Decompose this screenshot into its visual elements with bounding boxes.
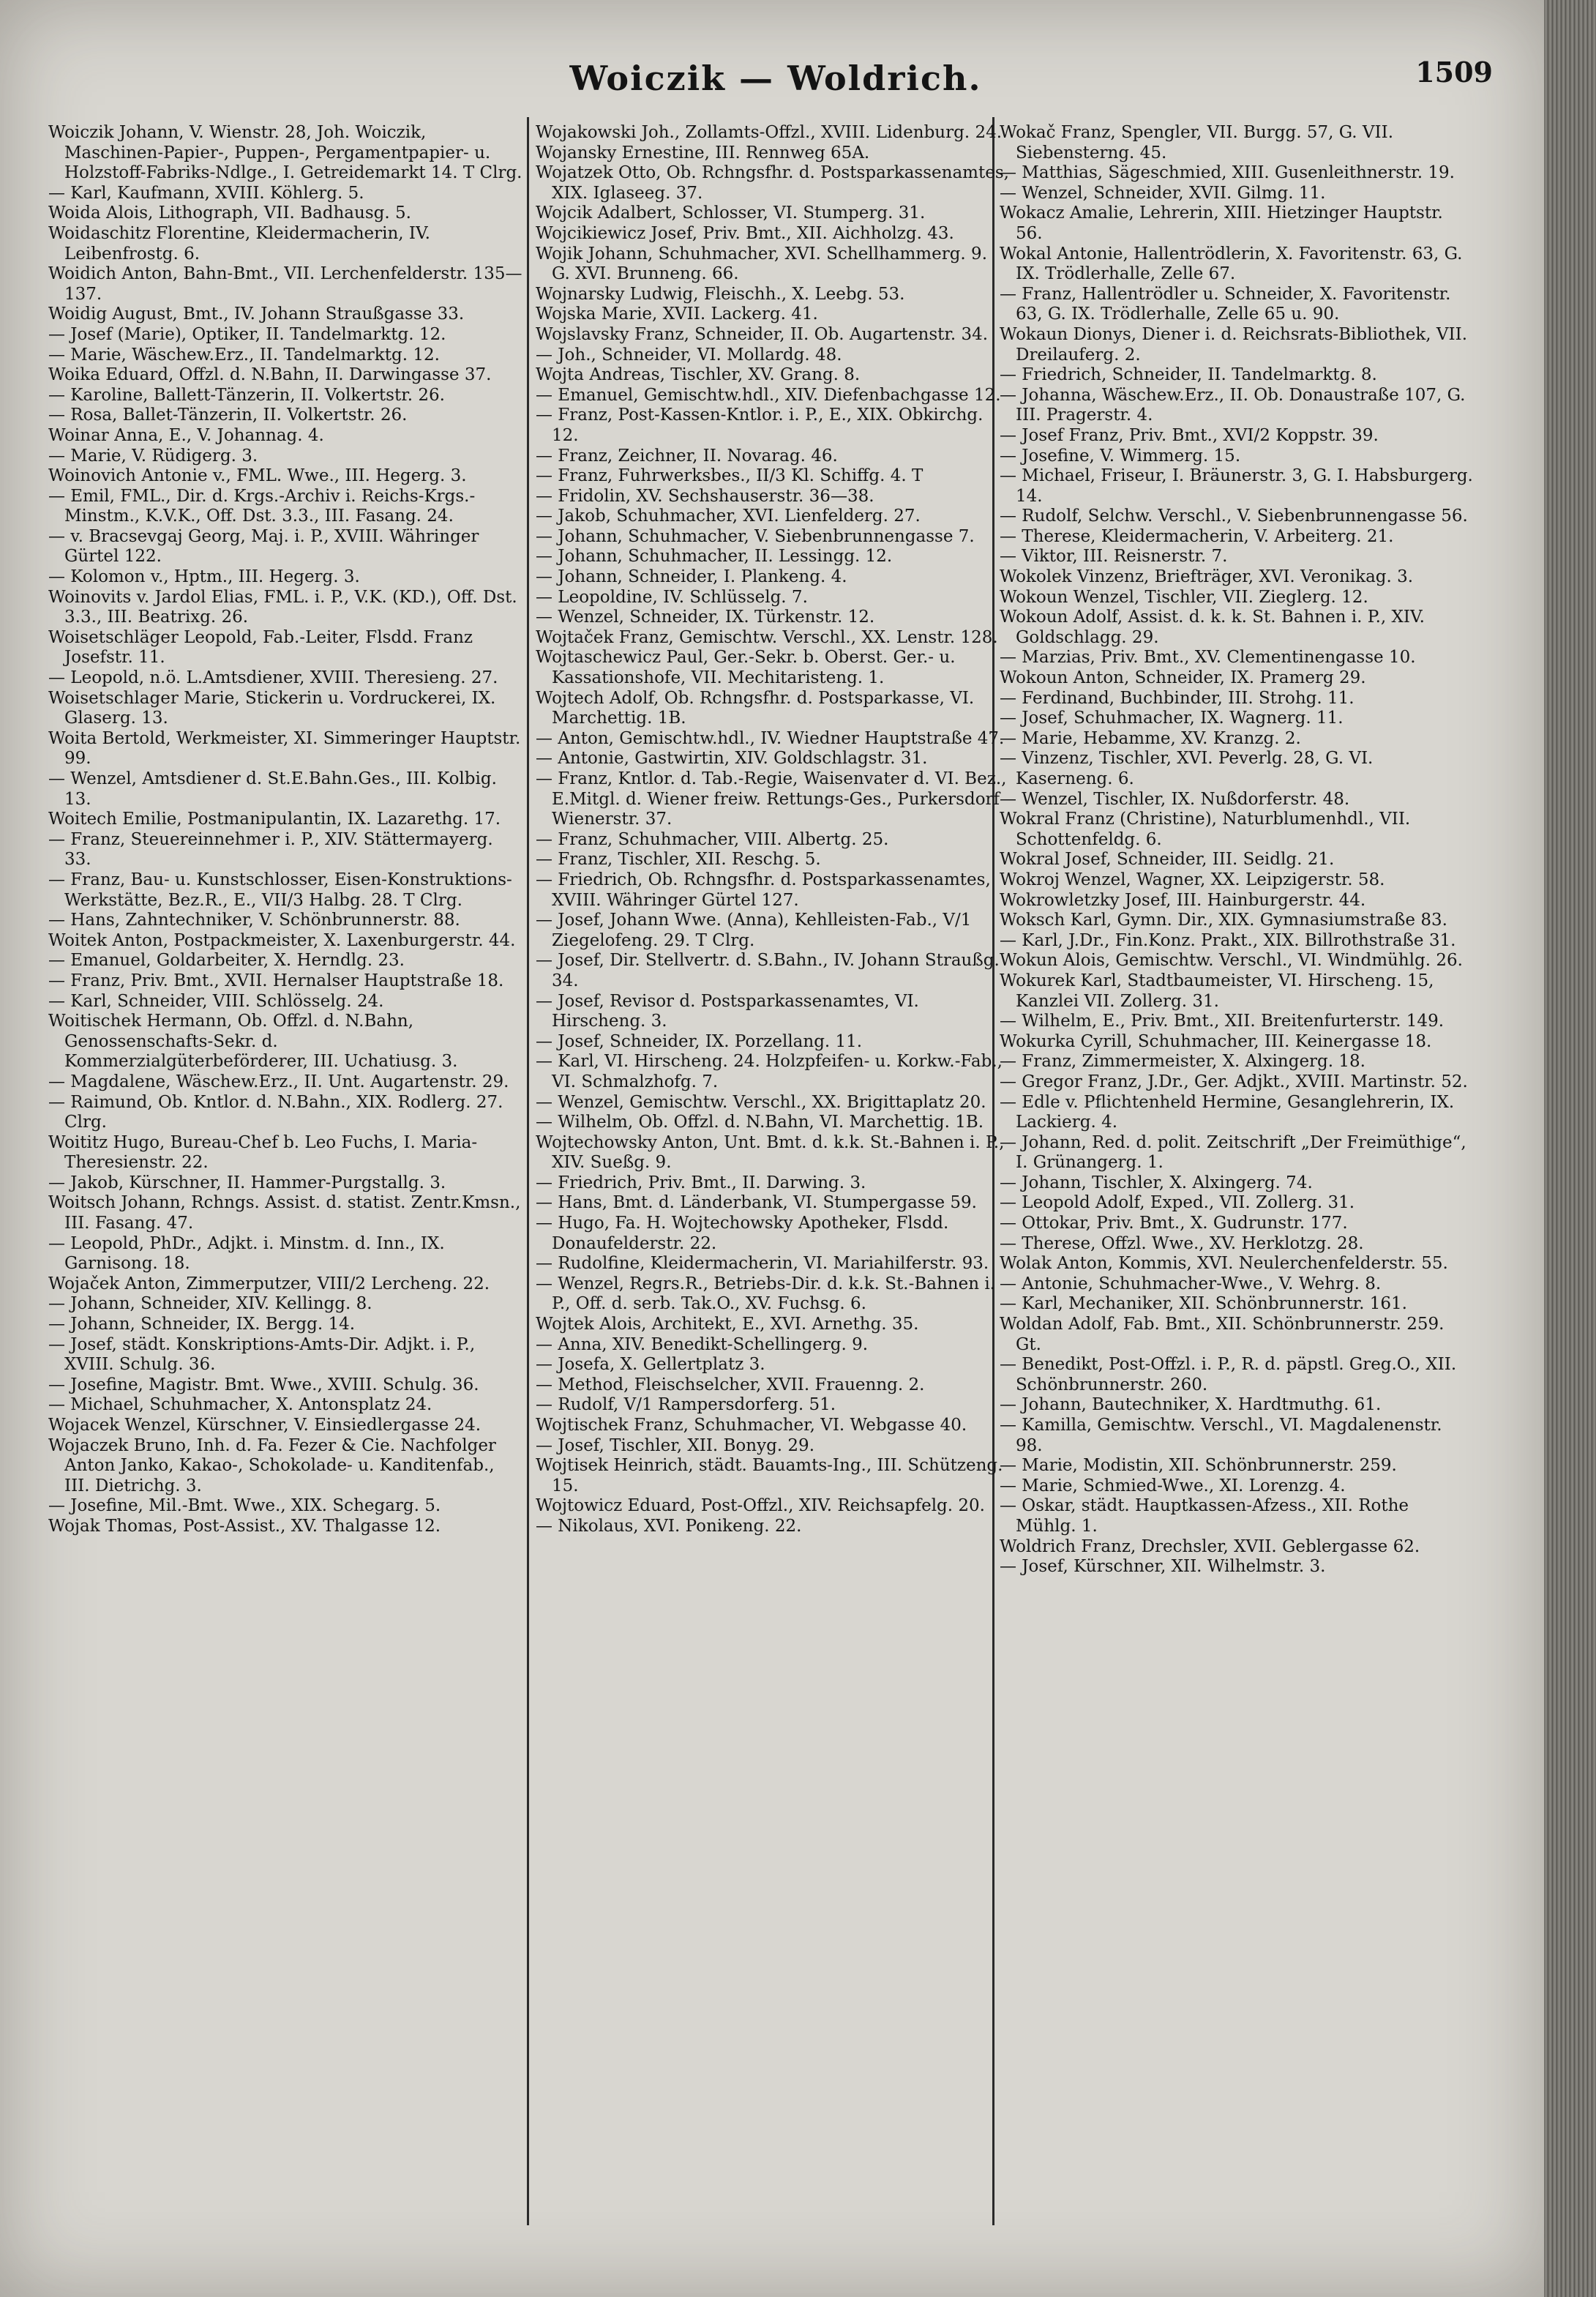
directory-entry: — Josefine, Mil.-Bmt. Wwe., XIX. Schegarg. 5. bbox=[48, 1496, 441, 1516]
directory-entry: — Joh., Schneider, VI. Mollardg. 48. bbox=[536, 345, 842, 365]
directory-entry: Wojcikiewicz Josef, Priv. Bmt., XII. Aichholzg. 43. bbox=[536, 223, 954, 243]
directory-entry: Wojak Thomas, Post-Assist., XV. Thalgasse 12. bbox=[48, 1516, 441, 1536]
directory-entry: Wojakowski Joh., Zollamts-Offzl., XVIII. Lidenburg. 24. bbox=[536, 123, 1003, 142]
directory-entry: — Johann, Tischler, X. Alxingerg. 74. bbox=[1000, 1173, 1313, 1192]
directory-entry: Wojtechowsky Anton, Unt. Bmt. d. k.k. St.-Bahnen i. P., XIV. Sueßg. 9. bbox=[536, 1132, 1005, 1173]
directory-entry: — Antonie, Gastwirtin, XIV. Goldschlagstr. 31. bbox=[536, 749, 928, 769]
column-1 bbox=[47, 123, 522, 2275]
directory-entry: — Kamilla, Gemischtw. Verschl., VI. Magdalenenstr. 98. bbox=[1000, 1416, 1442, 1455]
directory-entry: — Franz, Zeichner, II. Novarag. 46. bbox=[536, 446, 838, 466]
running-head: Woiczik — Woldrich. bbox=[569, 59, 982, 98]
directory-entry: — Josef, Dir. Stellvertr. d. S.Bahn., IV. Johann Straußg. 34. bbox=[536, 951, 1000, 990]
directory-entry: Wojaček Anton, Zimmerputzer, VIII/2 Lercheng. 22. bbox=[48, 1274, 490, 1293]
directory-entry: — Wenzel, Schneider, IX. Türkenstr. 12. bbox=[536, 608, 875, 627]
directory-entry: — Josefa, X. Gellertplatz 3. bbox=[536, 1355, 765, 1375]
directory-entry: Woldan Adolf, Fab. Bmt., XII. Schönbrunnerstr. 259. Gt. bbox=[1000, 1315, 1445, 1354]
directory-entry: — Johann, Schuhmacher, V. Siebenbrunnengasse 7. bbox=[536, 526, 975, 546]
directory-entry: Wojatzek Otto, Ob. Rchngsfhr. d. Postsparkassenamtes, XIX. Iglaseeg. 37. bbox=[536, 163, 1009, 203]
directory-entry: — Therese, Offzl. Wwe., XV. Herklotzg. 28. bbox=[1000, 1233, 1364, 1253]
directory-entry: Wojtaček Franz, Gemischtw. Verschl., XX. Lenstr. 128. bbox=[536, 627, 998, 647]
directory-entry: — Friedrich, Ob. Rchngsfhr. d. Postsparkassenamtes, XVIII. Währinger Gürtel 127. bbox=[536, 870, 991, 910]
directory-entry: — Emanuel, Gemischtw.hdl., XIV. Diefenbachgasse 12. bbox=[536, 385, 1001, 405]
directory-entry: Woisetschlager Marie, Stickerin u. Vordruckerei, IX. Glaserg. 13. bbox=[48, 688, 496, 728]
directory-entry: Woinovich Antonie v., FML. Wwe., III. Hegerg. 3. bbox=[48, 466, 467, 486]
directory-entry: — Hans, Bmt. d. Länderbank, VI. Stumpergasse 59. bbox=[536, 1193, 977, 1213]
column-divider bbox=[527, 117, 529, 2225]
directory-entry: — Karl, Schneider, VIII. Schlösselg. 24. bbox=[48, 991, 384, 1011]
directory-entry: — Emanuel, Goldarbeiter, X. Herndlg. 23. bbox=[48, 951, 405, 971]
directory-entry: Wokolek Vinzenz, Briefträger, XVI. Veronikag. 3. bbox=[1000, 567, 1414, 587]
directory-entry: — Marzias, Priv. Bmt., XV. Clementinengasse 10. bbox=[1000, 648, 1416, 668]
directory-entry: — Wenzel, Tischler, IX. Nußdorferstr. 48. bbox=[1000, 789, 1350, 809]
directory-entry: — Jakob, Schuhmacher, XVI. Lienfelderg. 27. bbox=[536, 507, 921, 526]
directory-entry: — Matthias, Sägeschmied, XIII. Gusenleithnerstr. 19. bbox=[1000, 163, 1455, 183]
directory-entry: — Benedikt, Post-Offzl. i. P., R. d. päpstl. Greg.O., XII. Schönbrunnerstr. 260. bbox=[1000, 1355, 1457, 1394]
directory-entry: Wokač Franz, Spengler, VII. Burgg. 57, G. VII. Siebensterng. 45. bbox=[1000, 123, 1394, 163]
directory-entry: — Wilhelm, Ob. Offzl. d. N.Bahn, VI. Marchettig. 1B. bbox=[536, 1113, 984, 1132]
directory-entry: Woinar Anna, E., V. Johannag. 4. bbox=[48, 425, 324, 445]
directory-entry: Wokoun Anton, Schneider, IX. Pramerg 29. bbox=[1000, 668, 1366, 688]
directory-entry: Woitischek Hermann, Ob. Offzl. d. N.Bahn, Genossenschafts-Sekr. d. Kommerzialgüterbeförderer, III. Uchatiusg. 3. bbox=[48, 1012, 458, 1072]
directory-entry: Wojacek Wenzel, Kürschner, V. Einsiedlergasse 24. bbox=[48, 1416, 482, 1435]
directory-entry: Wojta Andreas, Tischler, XV. Grang. 8. bbox=[536, 365, 861, 385]
directory-entry: — Franz, Fuhrwerksbes., II/3 Kl. Schiffg. 4. T bbox=[536, 466, 923, 486]
directory-entry: — Hugo, Fa. H. Wojtechowsky Apotheker, Flsdd. Donaufelderstr. 22. bbox=[536, 1214, 949, 1253]
directory-entry: — Leopold, PhDr., Adjkt. i. Minstm. d. Inn., IX. Garnisong. 18. bbox=[48, 1233, 445, 1274]
directory-entry: Wokrowletzky Josef, III. Hainburgerstr. 44. bbox=[1000, 890, 1366, 910]
directory-entry: — Leopoldine, IV. Schlüsselg. 7. bbox=[536, 587, 808, 607]
directory-entry: — Franz, Steuereinnehmer i. P., XIV. Stättermayerg. 33. bbox=[48, 829, 493, 870]
directory-entry: — Ottokar, Priv. Bmt., X. Gudrunstr. 177. bbox=[1000, 1214, 1348, 1233]
page-number: 1509 bbox=[1415, 56, 1493, 89]
directory-entry: — Josefine, Magistr. Bmt. Wwe., XVIII. Schulg. 36. bbox=[48, 1375, 479, 1394]
directory-entry: Woika Eduard, Offzl. d. N.Bahn, II. Darwingasse 37. bbox=[48, 365, 492, 385]
directory-entry: — Marie, Schmied-Wwe., XI. Lorenzg. 4. bbox=[1000, 1476, 1346, 1495]
directory-entry: — Michael, Schuhmacher, X. Antonsplatz 24. bbox=[48, 1395, 432, 1415]
directory-entry: Woksch Karl, Gymn. Dir., XIX. Gymnasiumstraße 83. bbox=[1000, 911, 1447, 930]
directory-entry: — Wilhelm, E., Priv. Bmt., XII. Breitenfurterstr. 149. bbox=[1000, 1012, 1445, 1031]
directory-entry: Woitsch Johann, Rchngs. Assist. d. statist. Zentr.Kmsn., III. Fasang. 47. bbox=[48, 1193, 521, 1233]
directory-entry: — Leopold Adolf, Exped., VII. Zollerg. 31. bbox=[1000, 1193, 1355, 1213]
directory-entry: Wojik Johann, Schuhmacher, XVI. Schellhammerg. 9. G. XVI. Brunneng. 66. bbox=[536, 244, 988, 284]
directory-entry: — Vinzenz, Tischler, XVI. Peverlg. 28, G. VI. Kaserneng. 6. bbox=[1000, 749, 1374, 788]
directory-entry: — Josef, Schneider, IX. Porzellang. 11. bbox=[536, 1031, 863, 1051]
directory-entry: — Franz, Priv. Bmt., XVII. Hernalser Hauptstraße 18. bbox=[48, 971, 504, 990]
column-3 bbox=[998, 123, 1474, 2275]
directory-entry: — Josef, Kürschner, XII. Wilhelmstr. 3. bbox=[1000, 1557, 1326, 1577]
directory-entry: — Rudolf, Selchw. Verschl., V. Siebenbrunnengasse 56. bbox=[1000, 507, 1468, 526]
directory-entry: — Josef Franz, Priv. Bmt., XVI/2 Koppstr. 39. bbox=[1000, 425, 1379, 445]
directory-entry: Woidig August, Bmt., IV. Johann Straußgasse 33. bbox=[48, 305, 465, 324]
directory-entry: — Johann, Schuhmacher, II. Lessingg. 12. bbox=[536, 547, 893, 567]
directory-entry: — Franz, Kntlor. d. Tab.-Regie, Waisenvater d. VI. Bez., E.Mitgl. d. Wiener freiw. Rettungs-Ges., Purkersdorf Wienerstr. 37. bbox=[536, 769, 1007, 829]
directory-entry: — Rudolfine, Kleidermacherin, VI. Mariahilferstr. 93. bbox=[536, 1254, 989, 1274]
directory-entry: — Wenzel, Regrs.R., Betriebs-Dir. d. k.k. St.-Bahnen i. P., Off. d. serb. Tak.O., XV. Fuchsg. 6. bbox=[536, 1274, 995, 1314]
directory-entry: — Johann, Red. d. polit. Zeitschrift „Der Freimüthige“, I. Grünangerg. 1. bbox=[1000, 1132, 1466, 1173]
page-edge bbox=[1544, 0, 1596, 2297]
directory-entry: — Jakob, Kürschner, II. Hammer-Purgstallg. 3. bbox=[48, 1173, 446, 1192]
directory-entry: — Karl, Kaufmann, XVIII. Köhlerg. 5. bbox=[48, 183, 364, 203]
directory-entry: — Josef, Revisor d. Postsparkassenamtes, VI. Hirscheng. 3. bbox=[536, 991, 919, 1031]
directory-entry: — Marie, Wäschew.Erz., II. Tandelmarktg. 12. bbox=[48, 345, 440, 365]
directory-entry: Woisetschläger Leopold, Fab.-Leiter, Flsdd. Franz Josefstr. 11. bbox=[48, 627, 473, 668]
directory-entry: — v. Bracsevgaj Georg, Maj. i. P., XVIII. Währinger Gürtel 122. bbox=[48, 526, 479, 567]
directory-entry: — Edle v. Pflichtenheld Hermine, Gesanglehrerin, IX. Lackierg. 4. bbox=[1000, 1092, 1455, 1132]
directory-entry: Wojslavsky Franz, Schneider, II. Ob. Augartenstr. 34. bbox=[536, 324, 989, 344]
directory-entry: Wojska Marie, XVII. Lackerg. 41. bbox=[536, 305, 818, 324]
directory-entry: — Marie, V. Rüdigerg. 3. bbox=[48, 446, 258, 466]
directory-entry: — Marie, Modistin, XII. Schönbrunnerstr. 259. bbox=[1000, 1456, 1397, 1476]
directory-entry: — Kolomon v., Hptm., III. Hegerg. 3. bbox=[48, 567, 360, 587]
directory-entry: — Leopold, n.ö. L.Amtsdiener, XVIII. Theresieng. 27. bbox=[48, 668, 498, 688]
directory-entry: — Raimund, Ob. Kntlor. d. N.Bahn., XIX. Rodlerg. 27. Clrg. bbox=[48, 1092, 503, 1132]
directory-entry: — Wenzel, Amtsdiener d. St.E.Bahn.Ges., III. Kolbig. 13. bbox=[48, 769, 497, 809]
directory-entry: — Ferdinand, Buchbinder, III. Strohg. 11. bbox=[1000, 688, 1355, 708]
directory-entry: Wokral Josef, Schneider, III. Seidlg. 21. bbox=[1000, 850, 1335, 870]
directory-entry: — Karl, VI. Hirscheng. 24. Holzpfeifen- u. Korkw.-Fab., VI. Schmalzhofg. 7. bbox=[536, 1052, 1003, 1091]
directory-entry: — Franz, Bau- u. Kunstschlosser, Eisen-Konstruktions-Werkstätte, Bez.R., E., VII/3 Halbg. 28. T Clrg. bbox=[48, 870, 512, 910]
directory-entry: — Franz, Zimmermeister, X. Alxingerg. 18. bbox=[1000, 1052, 1365, 1072]
directory-entry: Wojcik Adalbert, Schlosser, VI. Stumperg. 31. bbox=[536, 203, 926, 223]
directory-entry: — Josefine, V. Wimmerg. 15. bbox=[1000, 446, 1241, 466]
directory-entry: Woita Bertold, Werkmeister, XI. Simmeringer Hauptstr. 99. bbox=[48, 728, 521, 769]
directory-entry: — Hans, Zahntechniker, V. Schönbrunnerstr. 88. bbox=[48, 911, 460, 930]
directory-entry: Wokoun Adolf, Assist. d. k. k. St. Bahnen i. P., XIV. Goldschlagg. 29. bbox=[1000, 608, 1425, 647]
directory-entry: Wojnarsky Ludwig, Fleischh., X. Leebg. 53. bbox=[536, 284, 905, 304]
directory-entry: Wokral Franz (Christine), Naturblumenhdl., VII. Schottenfeldg. 6. bbox=[1000, 810, 1411, 849]
directory-entry: — Therese, Kleidermacherin, V. Arbeiterg. 21. bbox=[1000, 526, 1394, 546]
directory-entry: Wolak Anton, Kommis, XVI. Neulerchenfelderstr. 55. bbox=[1000, 1254, 1448, 1274]
directory-entry: — Karl, Mechaniker, XII. Schönbrunnerstr. 161. bbox=[1000, 1294, 1407, 1314]
directory-entry: — Marie, Hebamme, XV. Kranzg. 2. bbox=[1000, 728, 1301, 748]
directory-entry: — Oskar, städt. Hauptkassen-Afzess., XII. Rothe Mühlg. 1. bbox=[1000, 1496, 1409, 1536]
directory-entry: — Franz, Tischler, XII. Reschg. 5. bbox=[536, 850, 821, 870]
directory-entry: — Emil, FML., Dir. d. Krgs.-Archiv i. Reichs-Krgs.-Minstm., K.V.K., Off. Dst. 3.3., III. Fasang. 24. bbox=[48, 486, 476, 526]
directory-entry: Woldrich Franz, Drechsler, XVII. Geblergasse 62. bbox=[1000, 1536, 1420, 1556]
directory-entry: — Anna, XIV. Benedikt-Schellingerg. 9. bbox=[536, 1334, 869, 1354]
directory-entry: — Antonie, Schuhmacher-Wwe., V. Wehrg. 8. bbox=[1000, 1274, 1382, 1293]
directory-entry: Woititz Hugo, Bureau-Chef b. Leo Fuchs, I. Maria-Theresienstr. 22. bbox=[48, 1132, 478, 1173]
directory-entry: — Method, Fleischselcher, XVII. Frauenng. 2. bbox=[536, 1375, 925, 1394]
directory-entry: Wojansky Ernestine, III. Rennweg 65A. bbox=[536, 143, 870, 163]
directory-entry: — Gregor Franz, J.Dr., Ger. Adjkt., XVIII. Martinstr. 52. bbox=[1000, 1072, 1468, 1091]
directory-entry: Wokun Alois, Gemischtw. Verschl., VI. Windmühlg. 26. bbox=[1000, 951, 1463, 971]
directory-entry: — Viktor, III. Reisnerstr. 7. bbox=[1000, 547, 1228, 567]
directory-entry: — Franz, Post-Kassen-Kntlor. i. P., E., XIX. Obkirchg. 12. bbox=[536, 406, 984, 445]
directory-entry: — Josef, städt. Konskriptions-Amts-Dir. Adjkt. i. P., XVIII. Schulg. 36. bbox=[48, 1334, 476, 1375]
directory-entry: Wokroj Wenzel, Wagner, XX. Leipzigerstr. 58. bbox=[1000, 870, 1385, 889]
directory-entry: — Magdalene, Wäschew.Erz., II. Unt. Augartenstr. 29. bbox=[48, 1072, 509, 1091]
directory-entry: — Friedrich, Schneider, II. Tandelmarktg. 8. bbox=[1000, 365, 1377, 385]
directory-entry: — Josef, Tischler, XII. Bonyg. 29. bbox=[536, 1435, 815, 1455]
directory-entry: — Franz, Schuhmacher, VIII. Albertg. 25. bbox=[536, 829, 889, 849]
directory-entry: — Friedrich, Priv. Bmt., II. Darwing. 3. bbox=[536, 1173, 866, 1192]
directory-entry: — Rosa, Ballet-Tänzerin, II. Volkertstr. 26. bbox=[48, 406, 408, 425]
directory-entry: Wojtech Adolf, Ob. Rchngsfhr. d. Postsparkasse, VI. Marchettig. 1B. bbox=[536, 688, 975, 728]
directory-entry: — Karl, J.Dr., Fin.Konz. Prakt., XIX. Billrothstraße 31. bbox=[1000, 930, 1456, 950]
directory-entry: — Karoline, Ballett-Tänzerin, II. Volkertstr. 26. bbox=[48, 385, 445, 405]
directory-entry: Woinovits v. Jardol Elias, FML. i. P., V.K. (KD.), Off. Dst. 3.3., III. Beatrixg. 26. bbox=[48, 587, 517, 627]
directory-entry: Woida Alois, Lithograph, VII. Badhausg. 5. bbox=[48, 203, 411, 223]
directory-entry: — Johann, Bautechniker, X. Hardtmuthg. 61. bbox=[1000, 1395, 1382, 1415]
directory-entry: Woitek Anton, Postpackmeister, X. Laxenburgerstr. 44. bbox=[48, 930, 516, 950]
directory-entry: Woidaschitz Florentine, Kleidermacherin, IV. Leibenfrostg. 6. bbox=[48, 223, 430, 264]
directory-entry: Wokurek Karl, Stadtbaumeister, VI. Hirscheng. 15, Kanzlei VII. Zollerg. 31. bbox=[1000, 971, 1434, 1011]
directory-entry: — Josef (Marie), Optiker, II. Tandelmarktg. 12. bbox=[48, 324, 446, 344]
directory-entry: Wokacz Amalie, Lehrerin, XIII. Hietzinger Hauptstr. 56. bbox=[1000, 203, 1443, 243]
page-header bbox=[44, 51, 1507, 110]
directory-entry: Wojaczek Bruno, Inh. d. Fa. Fezer & Cie. Nachfolger Anton Janko, Kakao-, Schokolade- u. Kanditenfab., III. Dietrichg. 3. bbox=[48, 1435, 496, 1495]
directory-entry: Wojtaschewicz Paul, Ger.-Sekr. b. Oberst. Ger.- u. Kassationshofe, VII. Mechitaristeng. 1. bbox=[536, 648, 956, 688]
directory-entry: Wojtowicz Eduard, Post-Offzl., XIV. Reichsapfelg. 20. bbox=[536, 1496, 985, 1516]
directory-entry: — Josef, Schuhmacher, IX. Wagnerg. 11. bbox=[1000, 709, 1344, 728]
directory-entry: Wojtisek Heinrich, städt. Bauamts-Ing., III. Schützeng. 15. bbox=[536, 1456, 1003, 1495]
directory-entry: Woiczik Johann, V. Wienstr. 28, Joh. Woiczik, Maschinen-Papier-, Puppen-, Pergamentpapier- u. Holzstoff-Fabriks-Ndlge., I. Getreidemarkt 14. T Clrg. bbox=[48, 123, 522, 183]
directory-entry: — Anton, Gemischtw.hdl., IV. Wiedner Hauptstraße 47. bbox=[536, 728, 1005, 748]
directory-entry: Woidich Anton, Bahn-Bmt., VII. Lerchenfelderstr. 135—137. bbox=[48, 264, 522, 304]
directory-entry: — Johann, Schneider, I. Plankeng. 4. bbox=[536, 567, 847, 587]
directory-entry: Wokal Antonie, Hallentrödlerin, X. Favoritenstr. 63, G. IX. Trödlerhalle, Zelle 67. bbox=[1000, 244, 1463, 284]
directory-entry: Wojtek Alois, Architekt, E., XVI. Arnethg. 35. bbox=[536, 1315, 919, 1334]
directory-entry: Wokurka Cyrill, Schuhmacher, III. Keinergasse 18. bbox=[1000, 1031, 1432, 1051]
directory-entry: — Nikolaus, XVI. Ponikeng. 22. bbox=[536, 1516, 802, 1536]
directory-entry: — Fridolin, XV. Sechshauserstr. 36—38. bbox=[536, 486, 874, 506]
directory-entry: Wokaun Dionys, Diener i. d. Reichsrats-Bibliothek, VII. Dreilauferg. 2. bbox=[1000, 324, 1468, 365]
directory-entry: — Rudolf, V/1 Rampersdorferg. 51. bbox=[536, 1395, 836, 1415]
directory-entry: — Franz, Hallentrödler u. Schneider, X. Favoritenstr. 63, G. IX. Trödlerhalle, Zelle 65 u. 90. bbox=[1000, 284, 1451, 324]
directory-entry: Woitech Emilie, Postmanipulantin, IX. Lazarethg. 17. bbox=[48, 810, 501, 829]
directory-entry: — Johann, Schneider, XIV. Kellingg. 8. bbox=[48, 1294, 372, 1314]
directory-entry: — Josef, Johann Wwe. (Anna), Kehlleisten-Fab., V/1 Ziegelofeng. 29. T Clrg. bbox=[536, 911, 972, 950]
directory-entry: — Wenzel, Gemischtw. Verschl., XX. Brigittaplatz 20. bbox=[536, 1092, 986, 1112]
directory-entry: Wokoun Wenzel, Tischler, VII. Zieglerg. 12. bbox=[1000, 587, 1368, 607]
directory-entry: — Johanna, Wäschew.Erz., II. Ob. Donaustraße 107, G. III. Pragerstr. 4. bbox=[1000, 385, 1466, 425]
column-2 bbox=[534, 123, 1010, 2275]
directory-entry: — Michael, Friseur, I. Bräunerstr. 3, G. I. Habsburgerg. 14. bbox=[1000, 466, 1473, 506]
directory-entry: — Johann, Schneider, IX. Bergg. 14. bbox=[48, 1315, 356, 1334]
directory-entry: — Wenzel, Schneider, XVII. Gilmg. 11. bbox=[1000, 183, 1326, 203]
directory-entry: Wojtischek Franz, Schuhmacher, VI. Webgasse 40. bbox=[536, 1416, 967, 1435]
